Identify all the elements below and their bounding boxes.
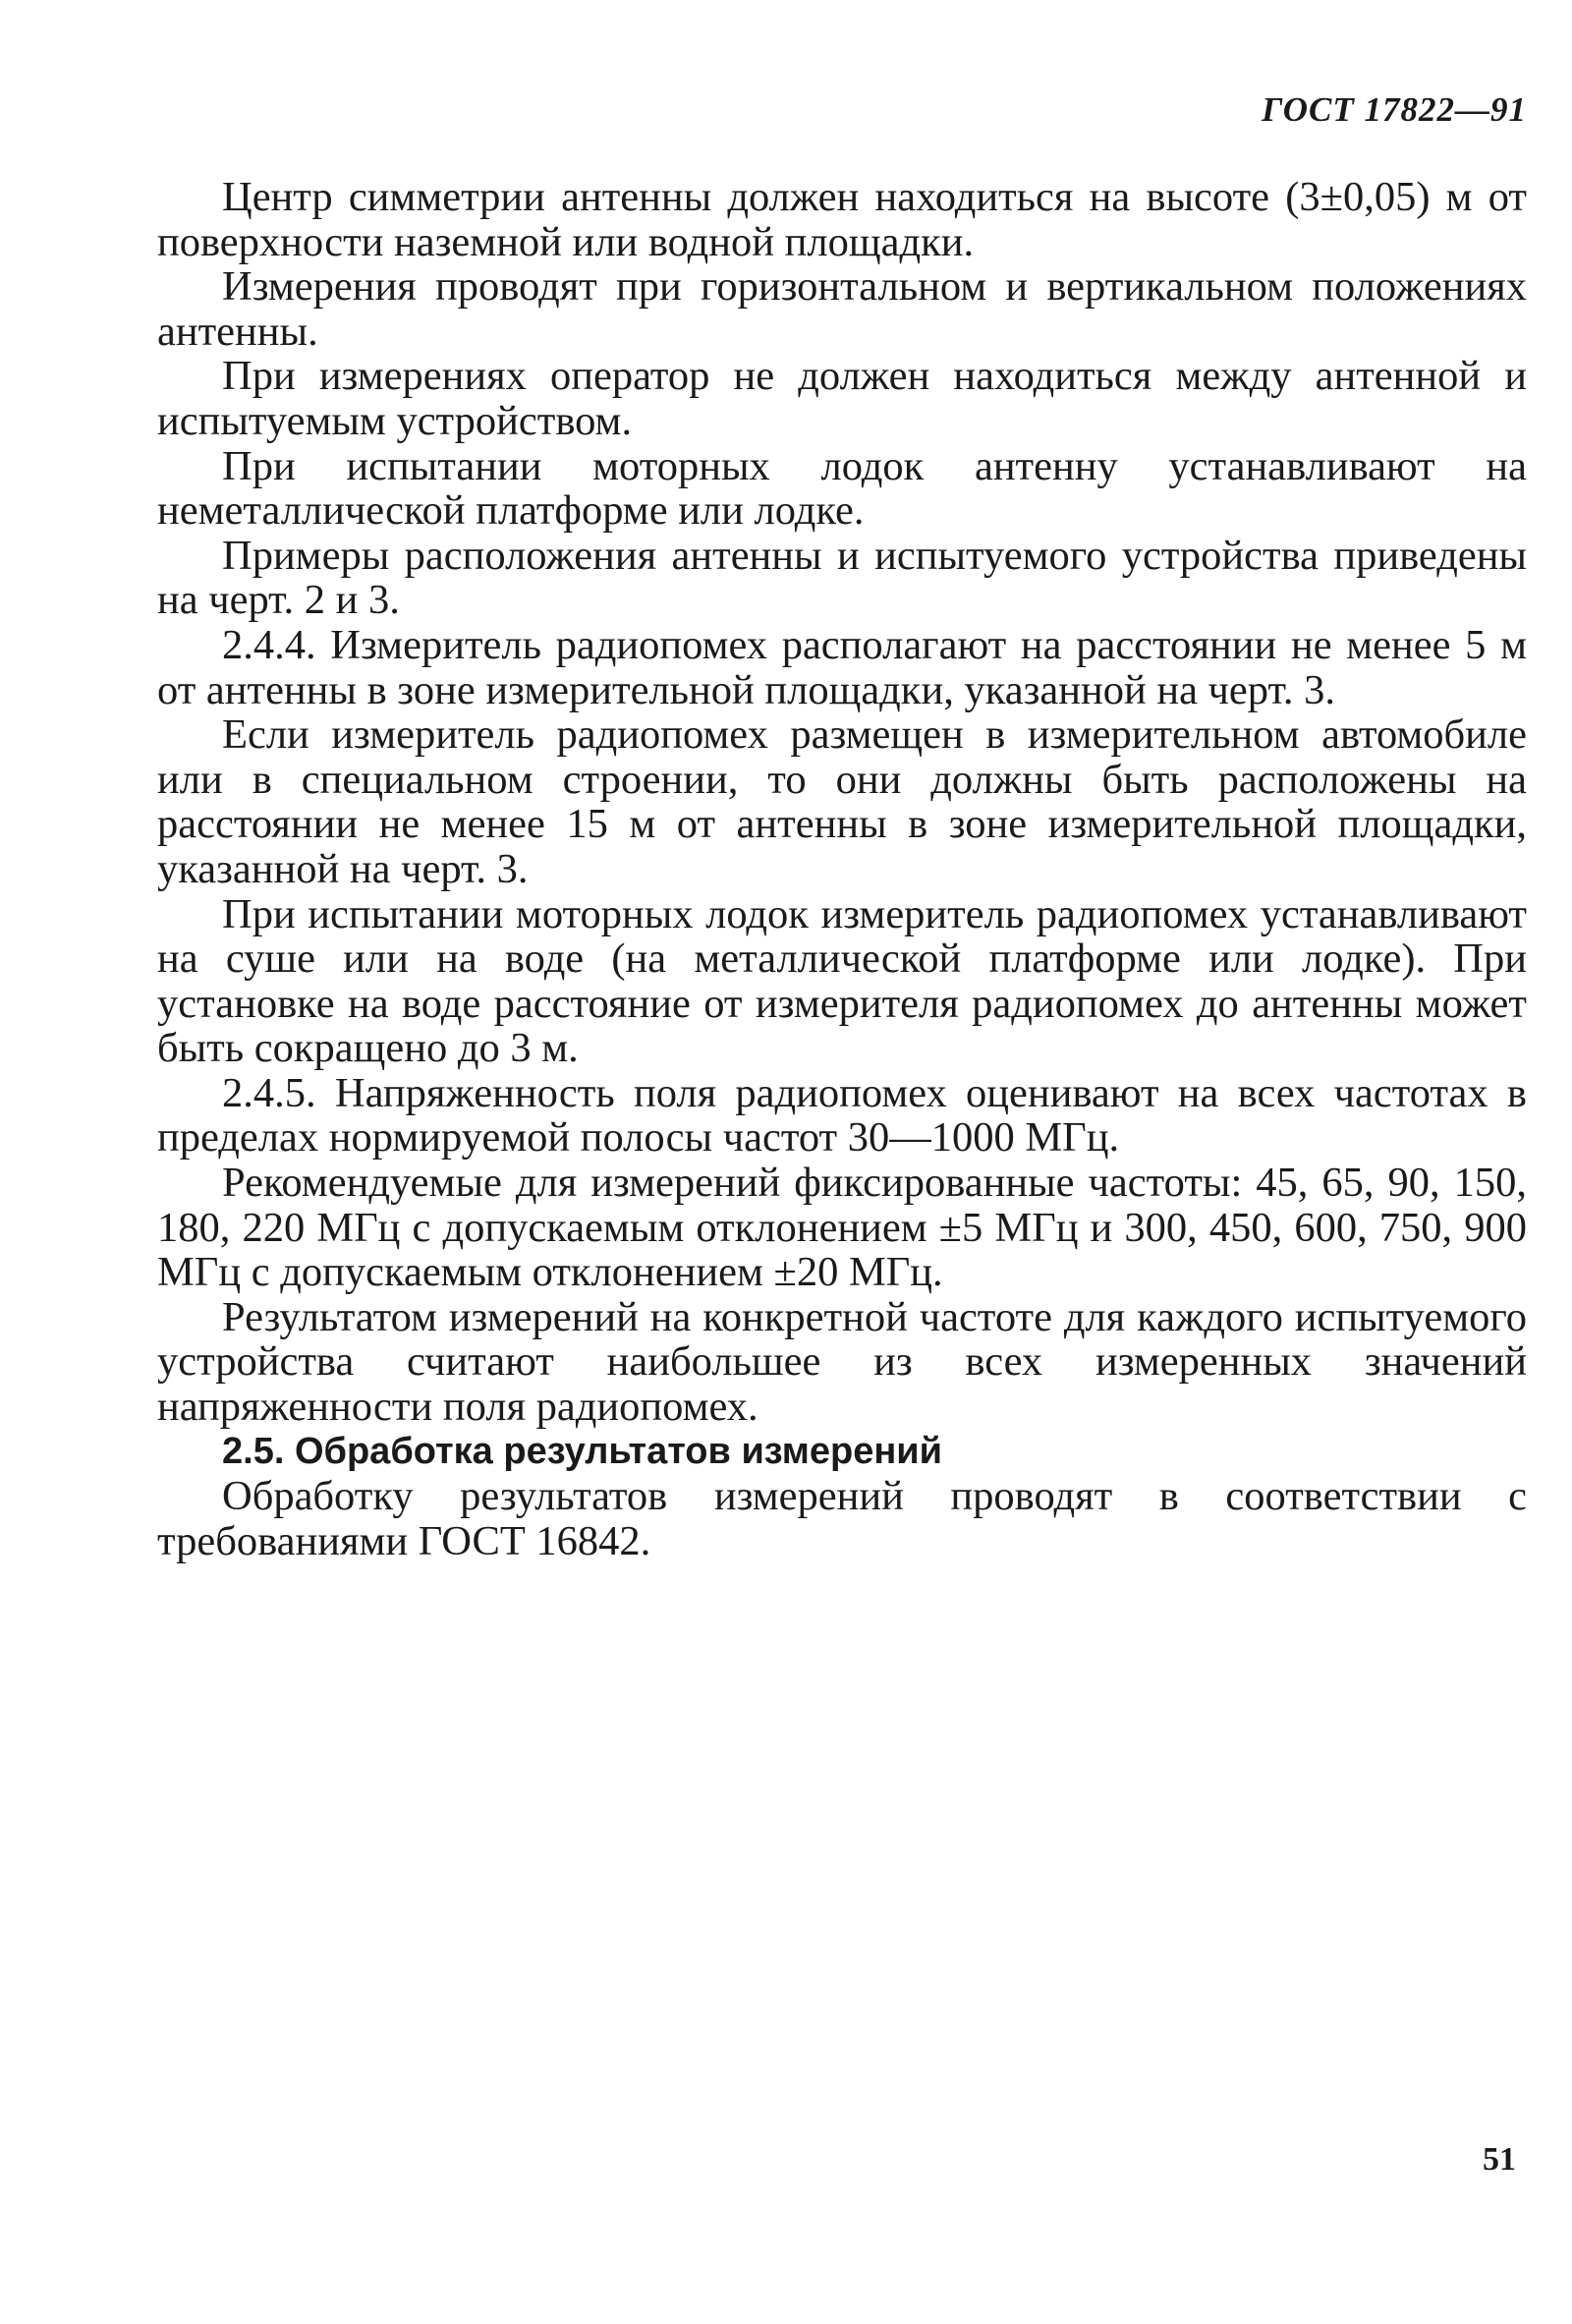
paragraph-2-4-5: 2.4.5. Напряженность поля радиопомех оценивают на всех частотах в пределах нормируемой полосы частот 30—1000 МГц. (157, 1069, 1527, 1162)
paragraph-antenna-positions: Измерения проводят при горизонтальном и вертикальном положениях антенны. (157, 263, 1527, 355)
paragraph-operator-position: При измерениях оператор не должен находиться между антенной и испытуемым устройством. (157, 353, 1527, 444)
paragraph-arrangement-examples: Примеры расположения антенны и испытуемого устройства приведены на черт. 2 и 3. (157, 532, 1527, 624)
paragraph-antenna-center-height: Центр симметрии антенны должен находиться на высоте (3±0,05) м от поверхности наземной или водной площадки. (157, 174, 1527, 265)
paragraph-motorboat-antenna: При испытании моторных лодок антенну устанавливают на неметаллической платформе или лодке. (157, 442, 1527, 535)
page-number: 51 (1483, 2141, 1516, 2178)
document-body (157, 175, 1527, 1563)
paragraph-2-4-4: 2.4.4. Измеритель радиопомех располагают на расстоянии не менее 5 м от антенны в зоне измерительной площадки, указанной на черт. 3. (157, 621, 1527, 713)
paragraph-recommended-frequencies: Рекомендуемые для измерений фиксированные частоты: 45, 65, 90, 150, 180, 220 МГц с допускаемым отклонением ±5 МГц и 300, 450, 600, 750, 900 МГц с допускаемым отклонением ±20 МГц. (157, 1160, 1527, 1296)
section-heading-2-5: 2.5. Обработка результатов измерений (222, 1430, 943, 1472)
page-header-standard: ГОСТ 17822—91 (1262, 90, 1527, 129)
paragraph-measuring-vehicle: Если измеритель радиопомех размещен в измерительном автомобиле или в специальном строении, то они должны быть расположены на расстоянии не менее 15 м от антенны в зоне измерительной площадки, указанной на черт. 3. (157, 711, 1527, 892)
paragraph-result-processing: Обработку результатов измерений проводят в соответствии с требованиями ГОСТ 16842. (157, 1473, 1527, 1564)
paragraph-measurement-result: Результатом измерений на конкретной частоте для каждого испытуемого устройства считают наибольшее из всех измеренных значений напряженности поля радиопомех. (157, 1293, 1527, 1431)
paragraph-motorboat-meter: При испытании моторных лодок измеритель радиопомех устанавливают на суше или на воде (на металлической платформе или лодке). При установке на воде расстояние от измерителя радиопомех до антенны может быть сокращено до 3 м. (157, 890, 1527, 1072)
